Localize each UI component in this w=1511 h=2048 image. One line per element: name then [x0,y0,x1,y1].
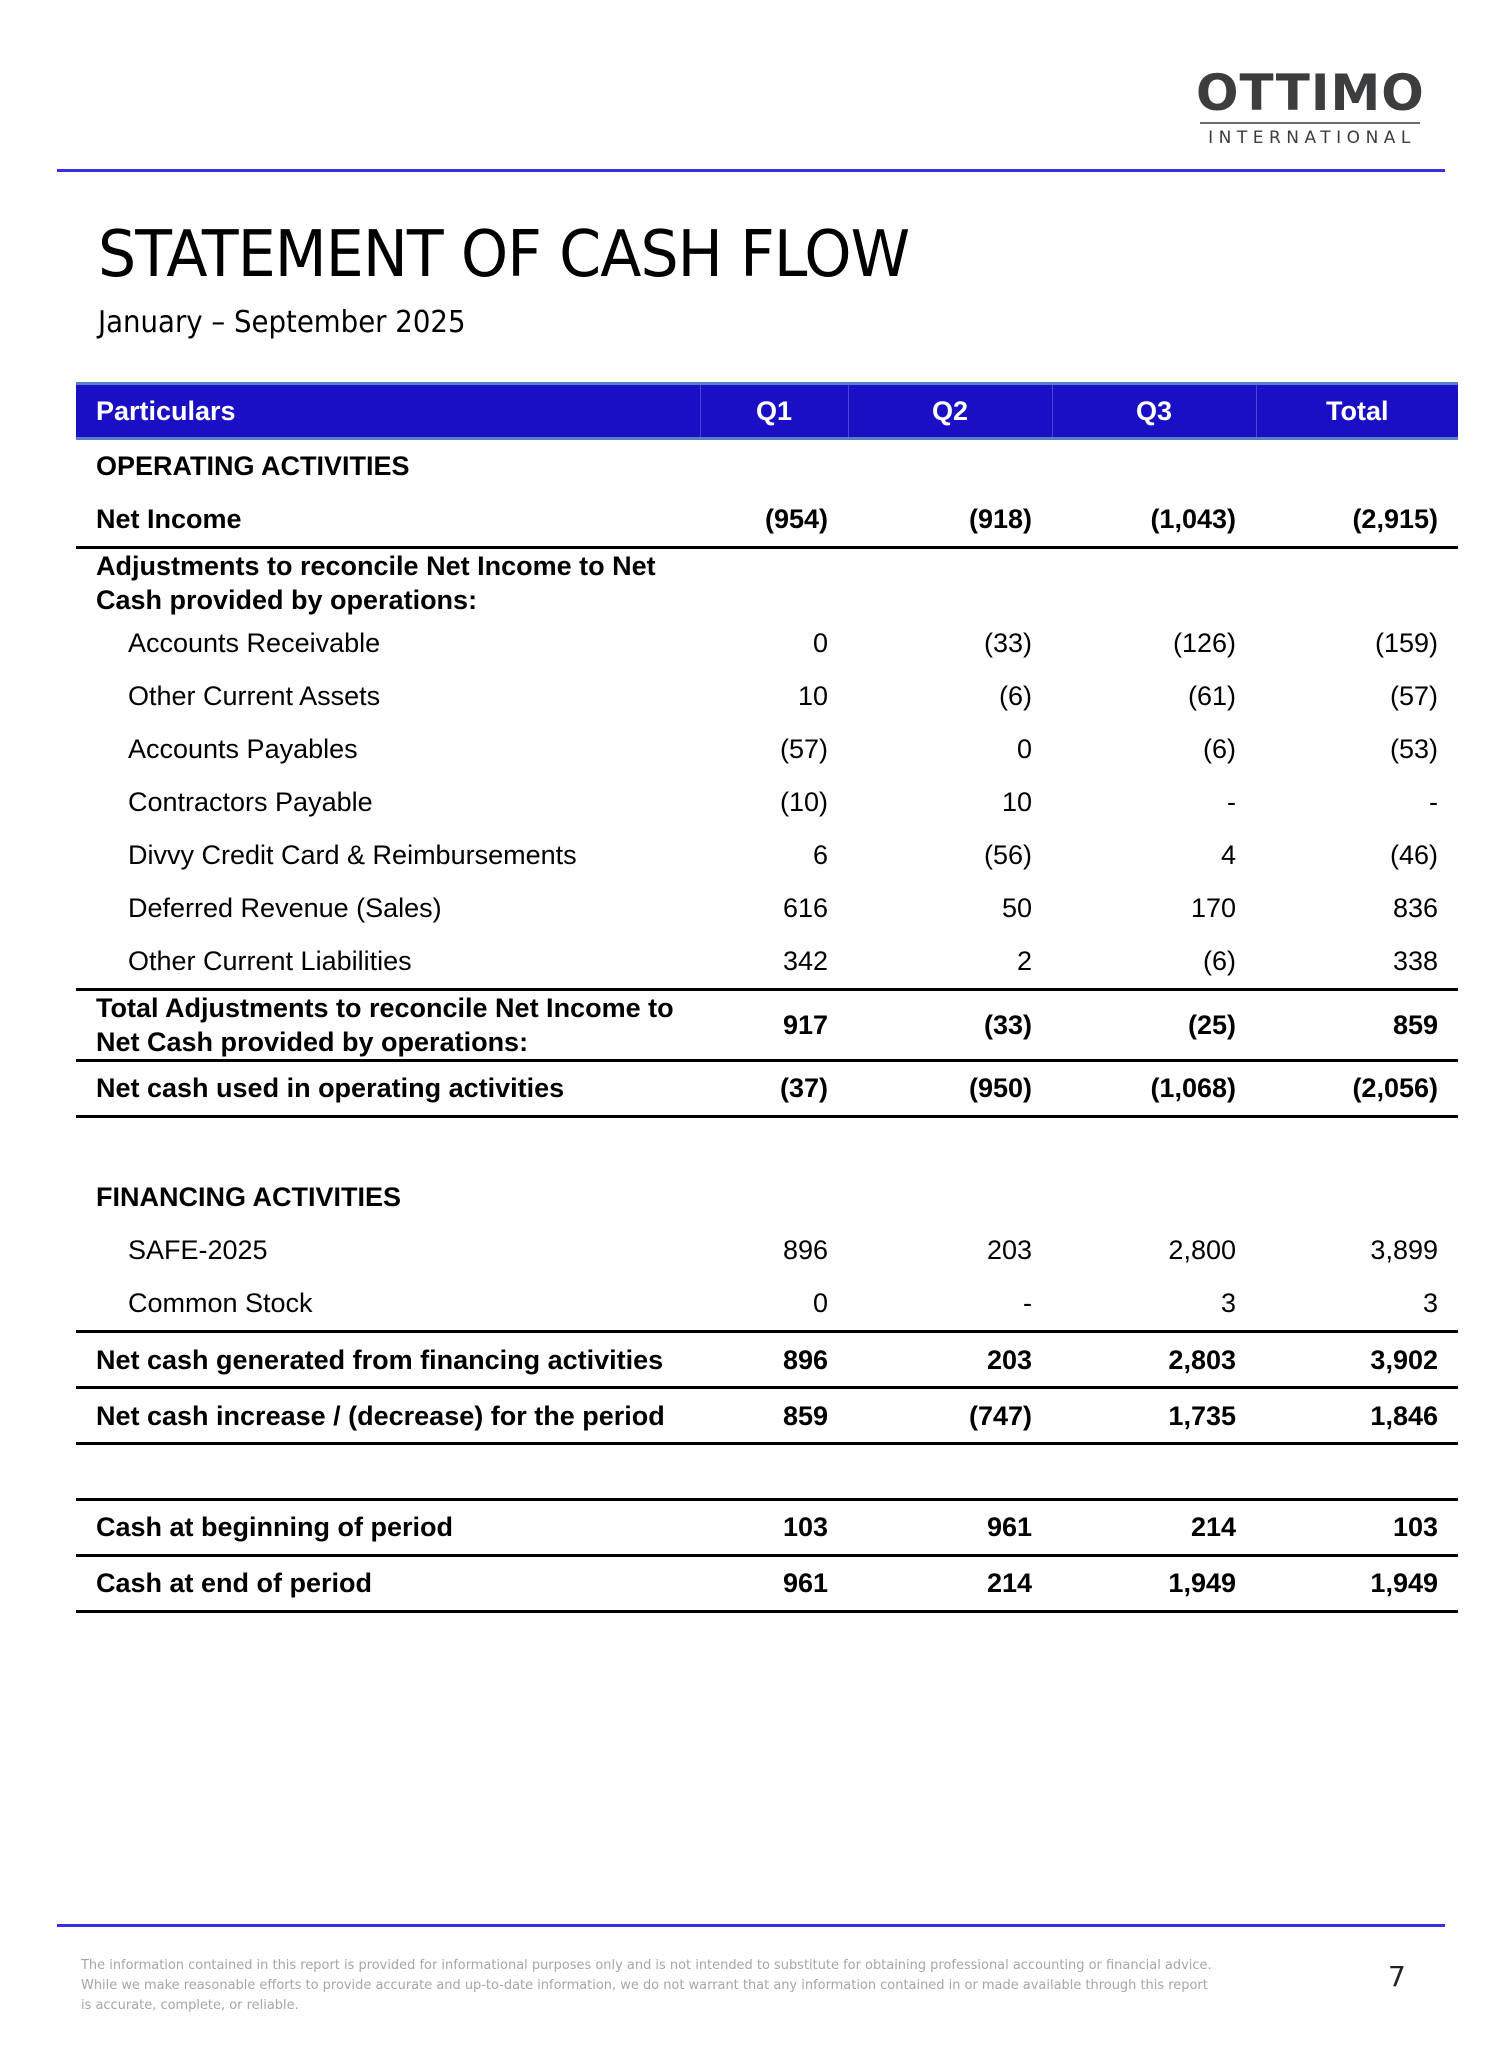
cell-q3: 4 [1220,840,1236,870]
cell-q2: 0 [1016,734,1032,764]
table-row-total-adjustments [76,990,1458,1061]
cell-q3: 170 [1190,893,1236,923]
table-row-net-cash-financing [76,1332,1458,1388]
cell-q1: (57) [779,734,828,764]
row-label: Adjustments to reconcile Net Income to Net Cash provided by operations: [96,551,656,615]
cell-q3: - [1227,787,1236,817]
cell-q1: 10 [797,681,828,711]
cell-q1: 896 [782,1235,828,1265]
table-row [76,1224,1458,1277]
cell-total: 3,902 [1256,1332,1458,1388]
cell-q1: 859 [700,1388,848,1444]
cell-q3: 1,949 [1052,1556,1256,1612]
column-header-q3: Q3 [1052,384,1256,439]
row-label: Cash at end of period [76,1556,700,1612]
cell-total: 3 [1256,1277,1458,1332]
logo-tagline: INTERNATIONAL [1208,128,1416,148]
cell-total: 338 [1256,935,1458,990]
row-label: Other Current Liabilities [76,935,700,990]
cell-q3: 1,735 [1052,1388,1256,1444]
section-heading-financing [76,1171,1458,1224]
cell-total: 3,899 [1370,1235,1438,1265]
section-heading-operating [76,439,1458,494]
table-row-net-income [76,493,1458,548]
cell-q3: 2,803 [1052,1332,1256,1388]
table-row [76,617,1458,670]
cell-total: (46) [1389,840,1438,870]
table-row [76,882,1458,935]
cell-q2: (6) [999,681,1032,711]
cell-q1: (10) [779,787,828,817]
row-label: Cash at beginning of period [76,1500,700,1556]
table-row-cash-beginning [76,1500,1458,1556]
row-label: Net cash generated from financing activities [76,1332,700,1388]
cell-total: (57) [1389,681,1438,711]
cell-total: (2,915) [1256,493,1458,548]
cell-q3: 2,800 [1168,1235,1236,1265]
cell-q3: (1,043) [1052,493,1256,548]
cell-total: 1,846 [1256,1388,1458,1444]
cell-q3: (61) [1187,681,1236,711]
cell-q3: (25) [1052,990,1256,1061]
row-label: SAFE-2025 [128,1235,268,1265]
row-label: Net cash increase / (decrease) for the period [76,1388,700,1444]
footer-disclaimer: The information contained in this report is provided for informational purposes only and is not intended to substitute for obtaining professional accounting or financial advice. While we make reasonable efforts to provide accurate and up-to-date information, we do not warrant that any information contained in or made available through this report is accurate, complete, or reliable. [81,1957,1212,2013]
cell-q2: 203 [986,1235,1032,1265]
column-header-particulars: Particulars [76,384,700,439]
cell-total: (2,056) [1256,1061,1458,1117]
cell-q3: 214 [1052,1500,1256,1556]
row-label: Accounts Receivable [128,628,381,658]
logo-name: OTTIMO [1196,64,1425,122]
column-header-total: Total [1256,384,1458,439]
table-row-net-cash-operating [76,1061,1458,1117]
row-label: Net cash used in operating activities [76,1061,700,1117]
cell-q3: (126) [1172,628,1236,658]
cell-q1: 103 [700,1500,848,1556]
cell-q2: (918) [848,493,1052,548]
page-subtitle: January – September 2025 [98,305,466,340]
column-header-q1: Q1 [700,384,848,439]
row-label: Divvy Credit Card & Reimbursements [128,840,577,870]
page-title: STATEMENT OF CASH FLOW [98,218,910,292]
header-divider [57,169,1445,172]
cell-q3: (1,068) [1052,1061,1256,1117]
cell-q1: 0 [700,1277,848,1332]
cell-q2: 10 [1001,787,1032,817]
cell-q2: 961 [848,1500,1052,1556]
cell-q2: - [848,1277,1052,1332]
cell-total: 103 [1256,1500,1458,1556]
cell-q3: (6) [1203,734,1236,764]
table-row [76,776,1458,829]
cell-q1: 917 [700,990,848,1061]
cell-q1: 616 [782,893,828,923]
cell-q3: 3 [1052,1277,1256,1332]
cell-q1: 896 [700,1332,848,1388]
cell-q2: (33) [983,628,1032,658]
company-logo [1196,66,1424,148]
spacer-row [76,1117,1458,1172]
table-row [76,670,1458,723]
row-label: Deferred Revenue (Sales) [128,893,442,923]
row-label: Net Income [76,493,700,548]
cell-total: 859 [1256,990,1458,1061]
cell-q2: (56) [983,840,1032,870]
page-number: 7 [1388,1960,1406,1993]
cell-q1: (37) [700,1061,848,1117]
row-label: Contractors Payable [128,787,373,817]
footer-divider [57,1924,1445,1927]
cell-q2: 50 [1001,893,1032,923]
cell-total: - [1429,787,1438,817]
spacer-row [76,1444,1458,1500]
cell-total: 1,949 [1256,1556,1458,1612]
cell-q1: (954) [700,493,848,548]
cell-q2: (747) [848,1388,1052,1444]
table-header-row [76,384,1458,439]
table-row [76,829,1458,882]
cell-q1: 0 [812,628,828,658]
table-row-cash-end [76,1556,1458,1612]
cell-q3: (6) [1052,935,1256,990]
row-label: Other Current Assets [128,681,381,711]
row-label: Common Stock [76,1277,700,1332]
cell-q2: 214 [848,1556,1052,1612]
row-label: Total Adjustments to reconcile Net Income to Net Cash provided by operations: [76,990,700,1061]
cell-total: 836 [1392,893,1438,923]
cell-total: (159) [1374,628,1438,658]
section-label: OPERATING ACTIVITIES [96,451,410,481]
table-row [76,723,1458,776]
cell-q1: 961 [700,1556,848,1612]
table-row [76,935,1458,990]
section-label: FINANCING ACTIVITIES [96,1182,402,1212]
cell-q1: 6 [812,840,828,870]
cash-flow-table [76,382,1458,1613]
logo-divider [1200,122,1420,124]
subsection-heading-adjustments [76,548,1458,618]
row-label: Accounts Payables [128,734,358,764]
cell-q2: (950) [848,1061,1052,1117]
table-row-net-change [76,1388,1458,1444]
cell-q2: (33) [848,990,1052,1061]
cell-q2: 2 [848,935,1052,990]
cell-q2: 203 [848,1332,1052,1388]
column-header-q2: Q2 [848,384,1052,439]
cell-total: (53) [1389,734,1438,764]
cell-q1: 342 [700,935,848,990]
table-row [76,1277,1458,1332]
